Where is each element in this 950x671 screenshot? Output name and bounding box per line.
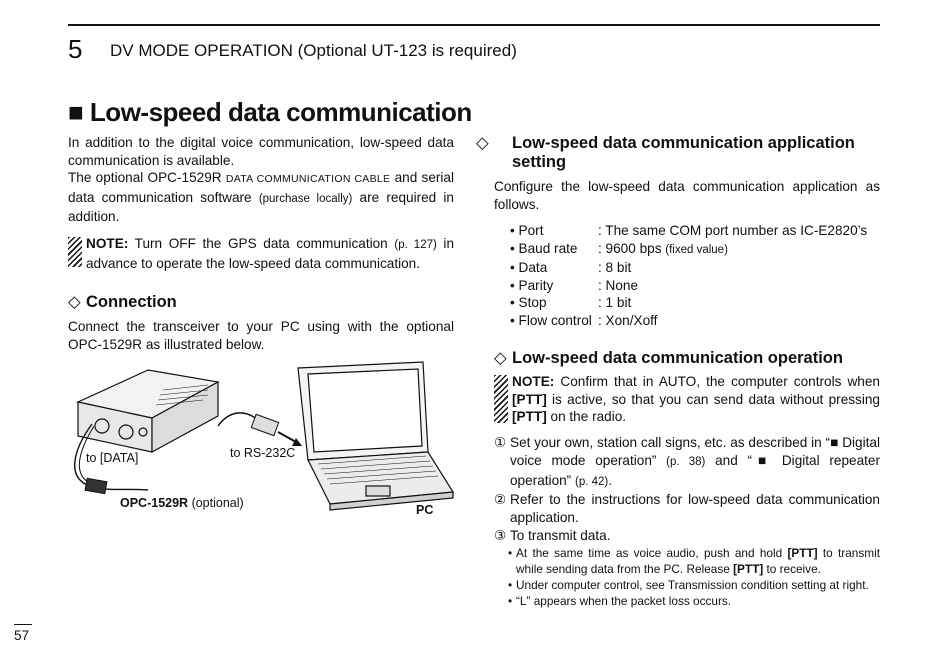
transceiver-illustration bbox=[78, 370, 218, 452]
setting-row bbox=[510, 277, 867, 295]
note-text-a: Confirm that in AUTO, the computer controls when bbox=[554, 374, 880, 389]
app-setting-heading bbox=[476, 134, 884, 172]
setting-row bbox=[510, 259, 867, 277]
pc-label: PC bbox=[416, 503, 434, 517]
setting-row bbox=[510, 312, 867, 330]
bullet1-text-c: to receive. bbox=[763, 561, 821, 576]
setting-value: : None bbox=[598, 277, 639, 293]
bullet1-text-b: to transmit while sending data from the PC. Release bbox=[516, 545, 880, 576]
diamond-icon: ◇ bbox=[68, 293, 81, 311]
cable-name: OPC-1529R bbox=[120, 496, 189, 510]
to-rs232c-label: to RS-232C bbox=[230, 446, 296, 460]
intro-cable-smallcaps: DATA COMMUNICATION CABLE bbox=[225, 173, 391, 185]
pc-illustration bbox=[298, 362, 453, 510]
step1-ref1: (p. 38) bbox=[666, 455, 706, 468]
note-page-ref: (p. 127) bbox=[394, 239, 437, 251]
step-2 bbox=[494, 491, 880, 527]
setting-row bbox=[510, 222, 867, 240]
step-number: ③ bbox=[494, 527, 507, 543]
note-text-a: Turn OFF the GPS data communication bbox=[128, 236, 395, 251]
section-title: ■ Low-speed data communication bbox=[68, 97, 472, 127]
setting-row bbox=[510, 294, 867, 312]
setting-key: • Stop bbox=[510, 295, 547, 311]
setting-value bbox=[598, 240, 728, 260]
intro-text-a: The optional OPC-1529R bbox=[68, 170, 226, 185]
note-text-b: is active, so that you can send data without pressing bbox=[546, 391, 880, 407]
step-number: ① bbox=[494, 435, 507, 450]
ptt-key: [PTT] bbox=[512, 391, 547, 407]
intro-text-c: are required in addition. bbox=[68, 189, 454, 224]
setting-key: • Data bbox=[510, 260, 548, 276]
bullet1-text-a: At the same time as voice audio, push and hold bbox=[516, 545, 788, 560]
note-hatch-icon bbox=[68, 237, 82, 267]
app-setting-text: Configure the low-speed data communication application as follows. bbox=[494, 179, 880, 212]
note-hatch-icon bbox=[494, 375, 508, 423]
setting-value: : The same COM port number as IC-E2820’s bbox=[598, 223, 868, 238]
ptt-key: [PTT] bbox=[787, 545, 818, 560]
cable-label bbox=[120, 496, 244, 510]
settings-list bbox=[510, 222, 867, 330]
setting-value-main: : 9600 bps bbox=[598, 240, 666, 256]
step1-text-c: . bbox=[608, 472, 613, 488]
gps-note bbox=[68, 235, 454, 272]
setting-value: : 1 bit bbox=[598, 295, 632, 311]
intro-paragraph bbox=[68, 134, 454, 226]
connection-heading-text: Connection bbox=[86, 293, 177, 311]
step3-text: To transmit data. bbox=[510, 527, 611, 543]
note-text-c: on the radio. bbox=[546, 409, 627, 424]
operation-steps bbox=[494, 434, 880, 609]
step1-text-b: and “■ Digital repeater operation” bbox=[510, 452, 880, 488]
chapter-title: DV MODE OPERATION (Optional UT-123 is required) bbox=[110, 41, 517, 60]
bullet-item: • “L” appears when the packet loss occurs. bbox=[508, 593, 880, 609]
setting-key: • Flow control bbox=[510, 312, 592, 328]
intro-line1: In addition to the digital voice communication, low-speed data communication is available. bbox=[68, 135, 454, 168]
connection-text: Connect the transceiver to your PC using with the optional OPC-1529R as illustrated below. bbox=[68, 319, 454, 352]
header-rule bbox=[68, 24, 880, 26]
intro-purchase-note: (purchase locally) bbox=[258, 192, 353, 205]
note-label: NOTE: bbox=[512, 374, 555, 389]
step1-text-a: Set your own, station call signs, etc. as described in “■ Digital voice mode operation” bbox=[510, 435, 880, 468]
diamond-icon: ◇ bbox=[494, 349, 507, 367]
ptt-note bbox=[494, 373, 880, 426]
step1-ref2: (p. 42) bbox=[575, 475, 609, 488]
chapter-number: 5 bbox=[68, 34, 83, 64]
app-setting-heading-text: Low-speed data communication application setting bbox=[512, 134, 855, 171]
setting-row bbox=[510, 240, 867, 260]
note-text-b: in advance to operate the low-speed data communication. bbox=[86, 236, 455, 271]
ptt-key: [PTT] bbox=[512, 409, 547, 424]
operation-heading-text: Low-speed data communication operation bbox=[512, 349, 843, 367]
bullet-item: • Under computer control, see Transmission condition setting at right. bbox=[508, 577, 880, 593]
connection-diagram bbox=[68, 360, 458, 535]
ptt-note-text bbox=[512, 373, 880, 426]
setting-value: : Xon/Xoff bbox=[598, 312, 658, 328]
step3-bullets bbox=[494, 545, 880, 609]
ptt-key: [PTT] bbox=[733, 561, 764, 576]
connection-heading bbox=[68, 293, 177, 312]
bullet-item bbox=[508, 545, 880, 577]
step-number: ② bbox=[494, 492, 507, 508]
step2-text: Refer to the instructions for low-speed data communication application. bbox=[510, 492, 880, 526]
to-data-label: to [DATA] bbox=[86, 451, 139, 465]
setting-key: • Port bbox=[510, 223, 544, 238]
setting-value: : 8 bit bbox=[598, 260, 632, 276]
intro-line2 bbox=[68, 169, 454, 226]
diamond-icon: ◇ bbox=[476, 134, 489, 152]
step-1 bbox=[494, 434, 880, 491]
cable-optional: (optional) bbox=[188, 496, 244, 510]
page-number-rule bbox=[14, 624, 32, 625]
setting-value-note: (fixed value) bbox=[665, 243, 728, 256]
page-number: 57 bbox=[14, 628, 30, 643]
operation-heading bbox=[494, 349, 843, 368]
gps-note-text bbox=[86, 235, 454, 272]
setting-key: • Baud rate bbox=[510, 240, 578, 256]
step-3 bbox=[494, 527, 880, 545]
intro-text-b: and serial data communication software bbox=[68, 170, 455, 205]
setting-key: • Parity bbox=[510, 277, 554, 293]
note-label: NOTE: bbox=[86, 236, 129, 251]
